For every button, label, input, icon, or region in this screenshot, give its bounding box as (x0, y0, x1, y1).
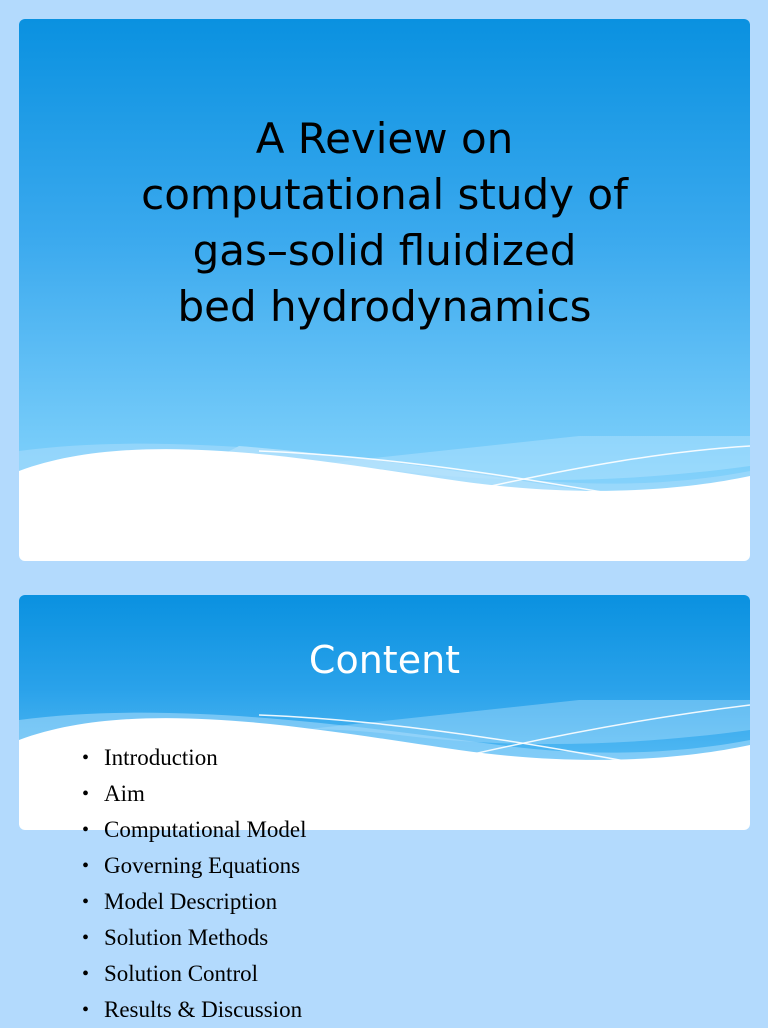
list-item (82, 812, 307, 848)
slide-title (19, 111, 750, 335)
title-line: bed hydrodynamics (177, 282, 592, 331)
bullet-icon: • (82, 855, 90, 877)
list-item (82, 956, 307, 992)
list-item (82, 992, 307, 1028)
wave-decoration (19, 436, 750, 561)
list-item-label: Results & Discussion (104, 997, 303, 1022)
title-line: gas–solid fluidized (192, 226, 577, 275)
bullet-icon: • (82, 927, 90, 949)
slide-title: Content (308, 638, 461, 682)
bullet-icon: • (82, 891, 90, 913)
title-line: A Review on (255, 114, 514, 163)
content-list (82, 740, 307, 1028)
list-item-label: Solution Control (104, 961, 258, 986)
list-item (82, 884, 307, 920)
list-item-label: Model Description (104, 889, 278, 914)
list-item (82, 740, 307, 776)
list-item-label: Governing Equations (104, 853, 301, 878)
list-item (82, 920, 307, 956)
list-item-label: Solution Methods (104, 925, 269, 950)
bullet-icon: • (82, 963, 90, 985)
list-item (82, 776, 307, 812)
bullet-icon: • (82, 819, 90, 841)
title-slide (19, 19, 750, 561)
list-item-label: Introduction (104, 745, 218, 770)
list-item-label: Aim (104, 781, 145, 806)
title-line: computational study of (141, 170, 628, 219)
list-item-label: Computational Model (104, 817, 307, 842)
bullet-icon: • (82, 747, 90, 769)
bullet-icon: • (82, 999, 90, 1021)
bullet-icon: • (82, 783, 90, 805)
list-item (82, 848, 307, 884)
